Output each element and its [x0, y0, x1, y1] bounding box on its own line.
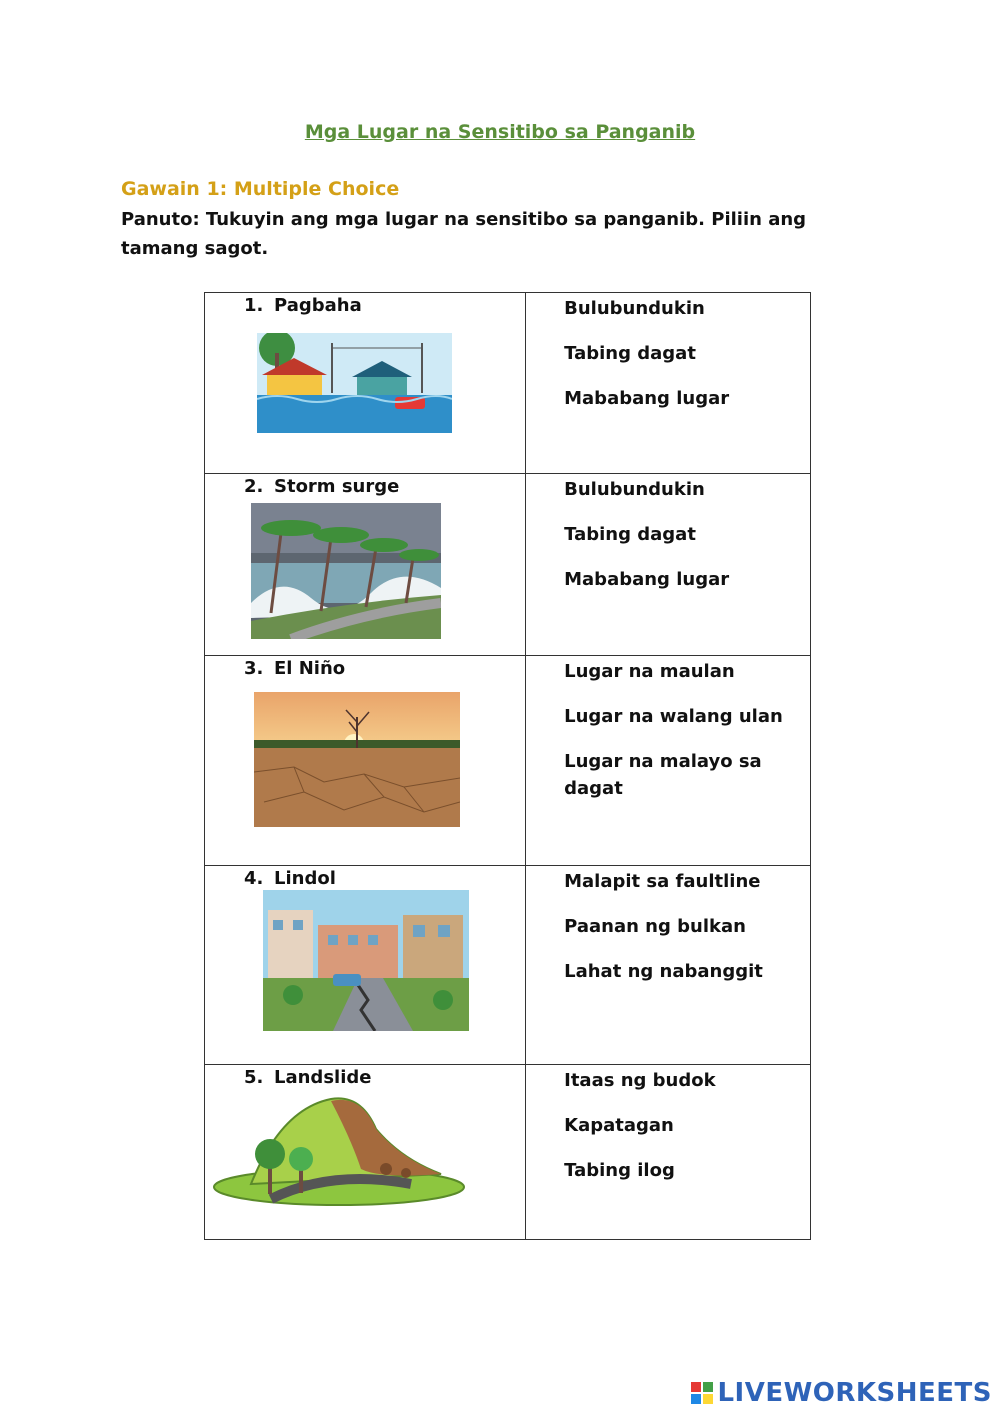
- question-cell-3: [205, 656, 526, 866]
- option-5b[interactable]: Kapatagan: [564, 1115, 674, 1136]
- question-row-3: [205, 656, 811, 866]
- liveworksheets-logo-icon: [691, 1382, 713, 1404]
- landslide-illustration: [211, 1089, 467, 1209]
- question-row-4: [205, 866, 811, 1065]
- option-1c[interactable]: Mababang lugar: [564, 388, 730, 409]
- earthquake-illustration: [263, 890, 469, 1031]
- options-cell-1: [526, 293, 811, 474]
- question-label-4: 4. Lindol: [244, 868, 336, 889]
- options-cell-3: [526, 656, 811, 866]
- page-title: Mga Lugar na Sensitibo sa Panganib: [304, 121, 696, 143]
- question-label-2: 2. Storm surge: [244, 476, 400, 497]
- option-4c[interactable]: Lahat ng nabanggit: [564, 961, 763, 982]
- options-cell-5: [526, 1065, 811, 1240]
- question-label-1: 1. Pagbaha: [244, 295, 362, 316]
- question-row-1: [205, 293, 811, 474]
- storm-surge-illustration: [251, 503, 441, 639]
- flood-illustration: [257, 333, 452, 433]
- option-4b[interactable]: Paanan ng bulkan: [564, 916, 746, 937]
- drought-illustration: [254, 692, 460, 827]
- option-4a[interactable]: Malapit sa faultline: [564, 871, 761, 892]
- option-1b[interactable]: Tabing dagat: [564, 343, 696, 364]
- instructions: Panuto: Tukuyin ang mga lugar na sensitibo sa panganib. Piliin ang tamang sagot.: [121, 209, 807, 259]
- activity-heading: Gawain 1: Multiple Choice: [121, 178, 400, 200]
- option-5a[interactable]: Itaas ng budok: [564, 1070, 716, 1091]
- footer-brand: [691, 1378, 992, 1408]
- option-2b[interactable]: Tabing dagat: [564, 524, 696, 545]
- quiz-table: [204, 292, 811, 1240]
- question-row-5: [205, 1065, 811, 1240]
- question-cell-4: [205, 866, 526, 1065]
- options-cell-2: [526, 474, 811, 656]
- option-2a[interactable]: Bulubundukin: [564, 479, 705, 500]
- option-3b[interactable]: Lugar na walang ulan: [564, 706, 783, 727]
- question-row-2: [205, 474, 811, 656]
- options-cell-4: [526, 866, 811, 1065]
- option-3a[interactable]: Lugar na maulan: [564, 661, 735, 682]
- brand-text: LIVEWORKSHEETS: [717, 1378, 992, 1408]
- question-cell-5: [205, 1065, 526, 1240]
- option-2c[interactable]: Mababang lugar: [564, 569, 730, 590]
- question-cell-2: [205, 474, 526, 656]
- question-label-5: 5. Landslide: [244, 1067, 372, 1088]
- option-1a[interactable]: Bulubundukin: [564, 298, 705, 319]
- option-5c[interactable]: Tabing ilog: [564, 1160, 675, 1181]
- question-label-3: 3. El Niño: [244, 658, 346, 679]
- question-cell-1: [205, 293, 526, 474]
- option-3c[interactable]: Lugar na malayo sa dagat: [564, 751, 762, 799]
